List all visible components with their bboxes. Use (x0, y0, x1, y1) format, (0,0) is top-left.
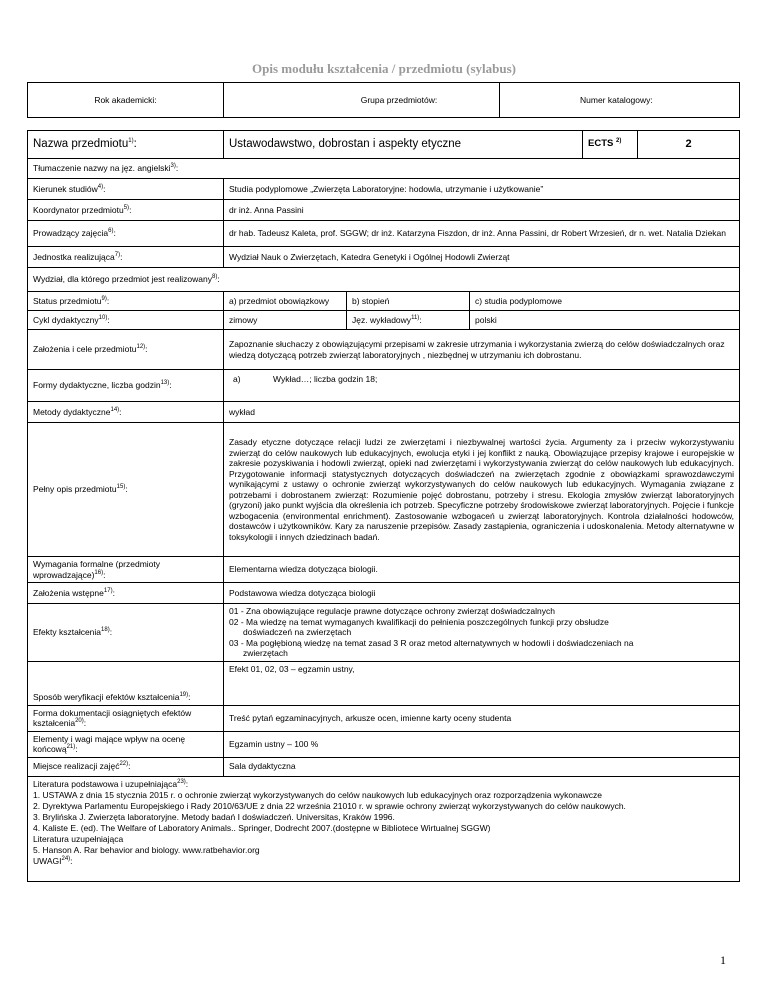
unit-value: Wydział Nauk o Zwierzętach, Katedra Genetyki i Ogólnej Hodowli Zwierząt (224, 247, 740, 268)
cycle-label: Cykl dydaktyczny$^{10)}$: (28, 311, 224, 330)
faculty-label: Wydział, dla którego przedmiot jest realizowany$^{8)}$: (28, 268, 740, 292)
english-name-label: Tłumaczenie nazwy na jęz. angielski$^{3)}$: (28, 159, 740, 179)
location-value: Sala dydaktyczna (224, 757, 740, 776)
literature-item: 3. Brylińska J. Zwierzęta laboratoryjne. Metody badań I doświadczeń. Universitas, Kraków 1996. (33, 811, 395, 822)
prerequisites-label: Założenia wstępne$^{17)}$: (28, 583, 224, 604)
field-of-study-value: Studia podyplomowe „Zwierzęta Laboratoryjne: hodowla, utrzymanie i użytkowanie” (224, 179, 740, 200)
outcomes-label: Efekty kształcenia$^{18)}$: (28, 604, 224, 662)
literature-item: 1. USTAWA z dnia 15 stycznia 2015 r. o ochronie zwierząt wykorzystywanych do celów naukowych lub edukacyjnych oraz rozporządzenia wykonawcze (33, 789, 602, 800)
status-label: Status przedmiotu$^{9)}$: (28, 292, 224, 311)
header-table (27, 82, 740, 118)
document-title: Opis modułu kształcenia / przedmiotu (sylabus) (251, 61, 516, 76)
syllabus-table (27, 130, 740, 882)
literature-item: 5. Hanson A. Rar behavior and biology. www.ratbehavior.org (33, 844, 260, 855)
cycle-value: zimowy (224, 311, 347, 330)
full-description-value: Zasady etyczne dotyczące relacji ludzi ze zwierzętami i niezbywalnej wartości życia. Argumenty za i przeciw wykorzystywaniu zwierząt do celów naukowych lub edukacyjnych, ewolucja etyki i jej konflikt z nauką. Obowiązujące przepisy krajowe i europejskie w zakresie pozyskiwania i hodowli zwierząt, opieki nad zwierzętami i wykorzystywania zwierząt do celów naukowych lub edukacyjnych. Przygotowanie informacji statystycznych dotyczących doświadczeń na zwierzętach zgodnie z obowiązkami sprawozdawczymi wynikającymi z ustawy o ochronie zwierząt wykorzystywanych do celów naukowych lub edukacyjnych. Wymagania związane z potrzebami i dobrostanem zwierząt: Rozumienie pojęć dobrostanu, potrzeby i stresu. Ekologia zmysłów zwierząt laboratoryjnych (gryzoni) jako punkt wyjścia dla określenia ich potrzeb. Specyficzne potrzeby środowiskowe zwierząt laboratoryjnych. Pojęcie i funkcje wzbogacenia (environmental enrichment). Zastosowanie wzbogaceń u zwierząt laboratoryjnych. Kontrola działalności hodowców, dostawców i użytkowników. Kary za naruszenie przepisów. Zasady zastąpienia, ograniczenia i udoskonalenia. Metody alternatywne w toksykologii i innych dziedzinach badań. (224, 423, 740, 557)
course-name-label: Nazwa przedmiotu$^{1)}$: (28, 131, 224, 159)
forms-value: a) Wykład…; liczba godzin 18; (224, 370, 740, 402)
academic-year-label: Rok akademicki: (28, 83, 224, 118)
outcome-item: 01 - Zna obowiązujące regulacje prawne dotyczące ochrony zwierząt doświadczalnych (229, 606, 556, 616)
language-label: Jęz. wykładowy$^{11)}$: (347, 311, 470, 330)
goals-value: Zapoznanie słuchaczy z obowiązującymi przepisami w zakresie utrzymania i wykorzystania zwierzą do celów doświadczalnych oraz wiedzą dotyczącą potrzeb zwierząt laboratoryjnych , niezbędnej w utrzymaniu ich dobrostanu. (224, 330, 740, 370)
literature-section (28, 776, 740, 881)
verification-value: Efekt 01, 02, 03 – egzamin ustny, (224, 661, 740, 705)
ects-value: 2 (638, 131, 740, 159)
methods-label: Metody dydaktyczne$^{14)}$: (28, 402, 224, 423)
coordinator-label: Koordynator przedmiotu$^{5)}$: (28, 200, 224, 221)
catalog-number-label: Numer katalogowy: (500, 83, 740, 118)
verification-label: Sposób weryfikacji efektów kształcenia$^{19)}$: (28, 661, 224, 705)
documentation-value: Treść pytań egzaminacyjnych, arkusze ocen, imienne karty oceny studenta (224, 705, 740, 731)
outcome-item: 02 - Ma wiedzę na temat wymaganych kwalifikacji do pełnienia poszczególnych funkcji przy obsłudze (229, 616, 609, 627)
literature-item: 4. Kaliste E. (ed). The Welfare of Laboratory Animals.. Springer, Dodrecht 2007.(dostępne w Bibliotece Wirtualnej SGGW) (33, 822, 491, 833)
forms-label: Formy dydaktyczne, liczba godzin$^{13)}$: (28, 370, 224, 402)
goals-label: Założenia i cele przedmiotu$^{12)}$: (28, 330, 224, 370)
outcome-item: zwierzętach (243, 648, 288, 658)
course-name-value: Ustawodawstwo, dobrostan i aspekty etyczne (224, 131, 583, 159)
literature-subheading: Literatura uzupełniająca (33, 833, 124, 844)
status-c: c) studia podyplomowe (470, 292, 740, 311)
documentation-label: Forma dokumentacji osiągniętych efektów kształcenia$^{20)}$: (28, 705, 224, 731)
lecturers-value: dr hab. Tadeusz Kaleta, prof. SGGW; dr inż. Katarzyna Fiszdon, dr inż. Anna Passini, dr Robert Wrzesień, dr n. wet. Natalia Dziekan (224, 221, 740, 247)
ects-label: ECTS $^{2)}$ (583, 131, 638, 159)
outcome-item: 03 - Ma pogłębioną wiedzę na temat zasad 3 R oraz metod alternatywnych w hodowli i doświadczeniach na (229, 637, 634, 648)
prerequisites-value: Podstawowa wiedza dotycząca biologii (224, 583, 740, 604)
literature-label: Literatura podstawowa i uzupełniająca$^{23)}$: (33, 778, 189, 789)
weights-label: Elementy i wagi mające wpływ na ocenę końcową$^{21)}$: (28, 731, 224, 757)
outcome-item: doświadczeń na zwierzętach (243, 627, 352, 637)
location-label: Miejsce realizacji zajęć$^{22)}$: (28, 757, 224, 776)
coordinator-value: dr inż. Anna Passini (224, 200, 740, 221)
outcomes-list (224, 604, 740, 662)
full-description-label: Pełny opis przedmiotu$^{15)}$: (28, 423, 224, 557)
status-a: a) przedmiot obowiązkowy (224, 292, 347, 311)
methods-value: wykład (224, 402, 740, 423)
page-number: 1 (720, 953, 726, 967)
requirements-value: Elementarna wiedza dotycząca biologii. (224, 557, 740, 583)
requirements-label: Wymagania formalne (przedmioty wprowadzające)$^{16)}$: (28, 557, 224, 583)
field-of-study-label: Kierunek studiów$^{4)}$: (28, 179, 224, 200)
weights-value: Egzamin ustny – 100 % (224, 731, 740, 757)
subject-group-label: Grupa przedmiotów: (224, 83, 500, 118)
unit-label: Jednostka realizująca$^{7)}$: (28, 247, 224, 268)
status-b: b) stopień (347, 292, 470, 311)
lecturers-label: Prowadzący zajęcia$^{6)}$: (28, 221, 224, 247)
remarks-label: UWAGI$^{24)}$: (33, 855, 73, 866)
language-value: polski (470, 311, 740, 330)
literature-item: 2. Dyrektywa Parlamentu Europejskiego i Rady 2010/63/UE z dnia 22 września 21010 r. w sprawie ochrony zwierząt wykorzystywanych do celów naukowych. (33, 800, 626, 811)
